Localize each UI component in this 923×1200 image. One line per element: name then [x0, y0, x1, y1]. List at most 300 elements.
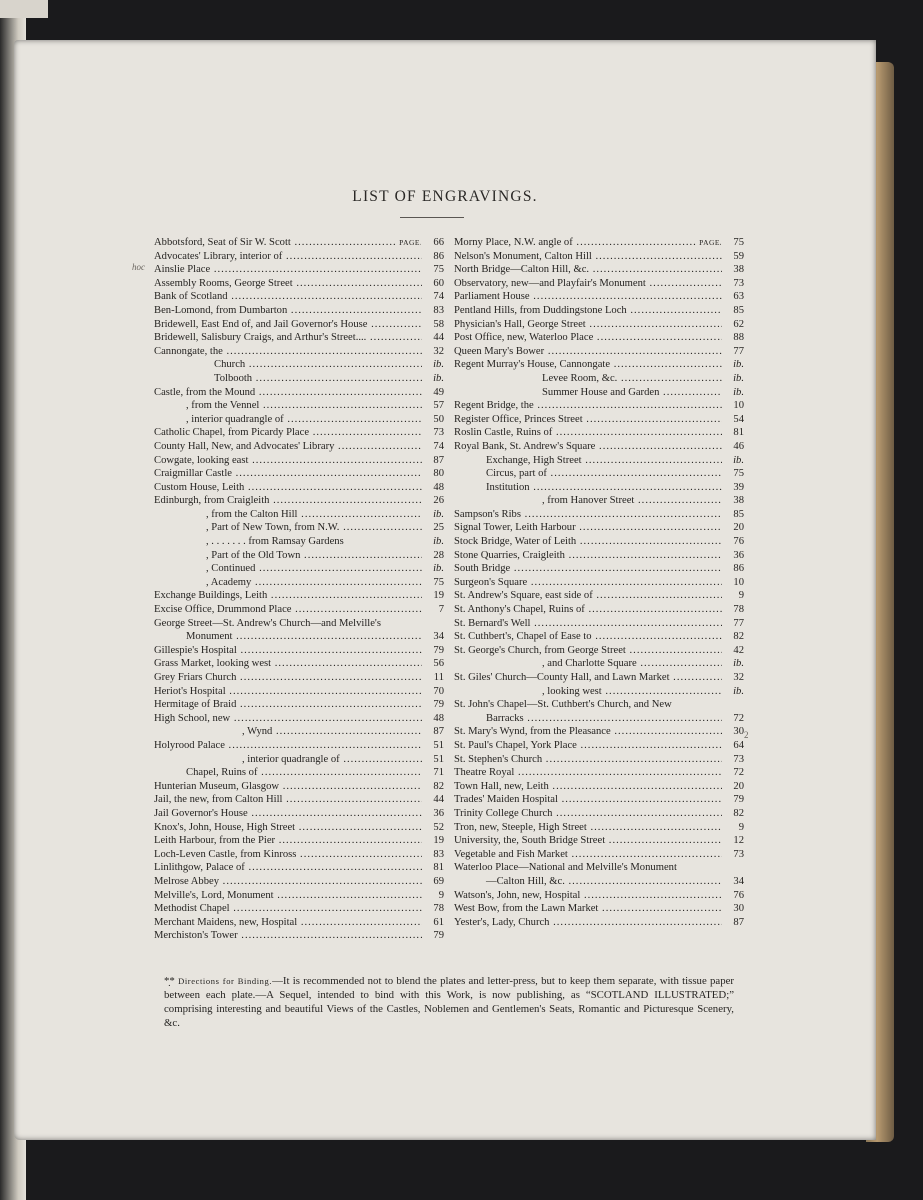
entry-page: 57: [422, 399, 444, 413]
entry-title: Bridewell, Salisbury Craigs, and Arthur's Street.... .....: [154, 331, 422, 345]
entry-row: [454, 685, 744, 699]
entry-row: [154, 481, 444, 495]
entry-page: 58: [422, 318, 444, 332]
entry-page: 10: [722, 576, 744, 590]
entry-title: Linlithgow, Palace of .....: [154, 861, 422, 875]
entry-title: , Continued .....: [154, 562, 422, 576]
entry-title: Trades' Maiden Hospital .....: [454, 793, 722, 807]
entry-row: [154, 848, 444, 862]
entry-page: 7: [422, 603, 444, 617]
entry-title: St. Mary's Wynd, from the Pleasance .....: [454, 725, 722, 739]
entry-title: University, the, South Bridge Street .....: [454, 834, 722, 848]
entry-title: St. Cuthbert's, Chapel of Ease to .....: [454, 630, 722, 644]
entry-row: [154, 250, 444, 264]
entry-page: 51: [422, 753, 444, 767]
entry-row: [154, 671, 444, 685]
entry-title: —Calton Hill, &c. .....: [454, 875, 722, 889]
entry-title: Craigmillar Castle .....: [154, 467, 422, 481]
entry-title: Gillespie's Hospital .....: [154, 644, 422, 658]
entry-row: [154, 617, 444, 631]
entry-title: Merchant Maidens, new, Hospital .....: [154, 916, 422, 930]
entry-row: [454, 250, 744, 264]
entry-title: St. Bernard's Well .....: [454, 617, 722, 631]
notes-body: —It is recommended not to blend the plates and letter-press, but to keep them separate, with tissue paper between each plate.—A Sequel, intended to bind with this Work, is now publishing, as “SCOTLAND ILLUSTRATED;” comprising interesting and beautiful Views of the Castles, Noblemen and Gentlemen's Seats, Romantic and Picturesque Scenery, &c.: [164, 975, 734, 1029]
notes-marker: *̣*: [164, 975, 179, 987]
entry-page: 61: [422, 916, 444, 930]
entry-page: 9: [422, 889, 444, 903]
entry-row: [154, 372, 444, 386]
entry-row: [454, 875, 744, 889]
entry-title: Assembly Rooms, George Street .....: [154, 277, 422, 291]
entry-row: [454, 889, 744, 903]
entry-title: , interior quadrangle of .....: [154, 753, 422, 767]
entry-title: Morny Place, N.W. angle of .....: [454, 236, 722, 250]
entry-page: 73: [722, 753, 744, 767]
entry-title: St. Stephen's Church .....: [454, 753, 722, 767]
entry-row: [454, 698, 744, 712]
entry-row: [154, 753, 444, 767]
entry-row: [454, 821, 744, 835]
entry-row: [454, 290, 744, 304]
entry-page: 59: [722, 250, 744, 264]
entry-row: [154, 712, 444, 726]
entry-row: [454, 848, 744, 862]
entry-row: [454, 521, 744, 535]
margin-mark: 2: [744, 730, 749, 740]
entry-row: [154, 290, 444, 304]
entry-row: [154, 358, 444, 372]
entry-row: [454, 630, 744, 644]
entry-title: Ben-Lomond, from Dumbarton .....: [154, 304, 422, 318]
entry-row: [454, 793, 744, 807]
entry-title: Surgeon's Square .....: [454, 576, 722, 590]
entry-page: ib.: [422, 372, 444, 386]
entry-row: [154, 875, 444, 889]
entry-row: [154, 685, 444, 699]
entry-page: 54: [722, 413, 744, 427]
entry-row: [454, 861, 744, 875]
entry-title: Church .....: [154, 358, 422, 372]
entry-row: [454, 386, 744, 400]
entry-page: 56: [422, 657, 444, 671]
entry-title: Register Office, Princes Street .....: [454, 413, 722, 427]
entry-row: [454, 372, 744, 386]
binding-directions: [164, 974, 734, 1030]
entry-page: 72: [722, 766, 744, 780]
entry-page: 87: [422, 725, 444, 739]
entry-row: [154, 807, 444, 821]
entry-title: Leith Harbour, from the Pier .....: [154, 834, 422, 848]
entry-title: County Hall, New, and Advocates' Library .....: [154, 440, 422, 454]
entry-page: 20: [722, 780, 744, 794]
entry-page: 42: [722, 644, 744, 658]
entry-row: [154, 440, 444, 454]
entry-title: , from the Calton Hill .....: [154, 508, 422, 522]
entry-page: 63: [722, 290, 744, 304]
entry-page: 50: [422, 413, 444, 427]
page-label: PAGE: [697, 236, 720, 250]
entry-title: Nelson's Monument, Calton Hill .....: [454, 250, 722, 264]
entry-row: [154, 657, 444, 671]
entry-page: 48: [422, 712, 444, 726]
entry-page: 20: [722, 521, 744, 535]
entry-title: , interior quadrangle of .....: [154, 413, 422, 427]
entry-row: [454, 467, 744, 481]
entry-row: [454, 454, 744, 468]
entry-page: 82: [722, 807, 744, 821]
entry-page: 48: [422, 481, 444, 495]
entry-row: [154, 861, 444, 875]
entry-title: Parliament House .....: [454, 290, 722, 304]
paper-tab: [0, 0, 48, 18]
entry-row: [154, 318, 444, 332]
entry-page: 86: [422, 250, 444, 264]
entry-page: 80: [422, 467, 444, 481]
entry-row: [454, 780, 744, 794]
entry-row: [454, 358, 744, 372]
entry-page: 49: [422, 386, 444, 400]
entry-row: [454, 753, 744, 767]
entry-title: Regent Murray's House, Cannongate .....: [454, 358, 722, 372]
entry-page: ib.: [722, 685, 744, 699]
entry-row: [454, 318, 744, 332]
entry-page: 73: [422, 426, 444, 440]
entry-row: [154, 263, 444, 277]
engravings-column-right: [454, 236, 744, 929]
entry-page: 52: [422, 821, 444, 835]
entry-page: 88: [722, 331, 744, 345]
entry-row: [154, 780, 444, 794]
entry-page: 36: [422, 807, 444, 821]
entry-row: [454, 549, 744, 563]
entry-page: 9: [722, 589, 744, 603]
entry-title: Cowgate, looking east .....: [154, 454, 422, 468]
entry-title: Regent Bridge, the .....: [454, 399, 722, 413]
entry-row: [454, 481, 744, 495]
entry-row: [154, 426, 444, 440]
entry-row: [154, 549, 444, 563]
entry-row: [454, 834, 744, 848]
entry-page: 75: [422, 263, 444, 277]
entry-row: [454, 589, 744, 603]
entry-page: 51: [422, 739, 444, 753]
entry-title: , Wynd .....: [154, 725, 422, 739]
entry-title: Melrose Abbey .....: [154, 875, 422, 889]
entry-page: 30: [722, 725, 744, 739]
entry-title: , from Hanover Street .....: [454, 494, 722, 508]
entry-title: Grass Market, looking west .....: [154, 657, 422, 671]
entry-page: 64: [722, 739, 744, 753]
entry-row: [154, 589, 444, 603]
entry-row: [454, 304, 744, 318]
entry-page: 78: [722, 603, 744, 617]
entry-title: St. Paul's Chapel, York Place .....: [454, 739, 722, 753]
entry-row: [454, 263, 744, 277]
entry-row: [154, 331, 444, 345]
entry-title: North Bridge—Calton Hill, &c. .....: [454, 263, 722, 277]
entry-page: 44: [422, 331, 444, 345]
entry-page: 83: [422, 848, 444, 862]
entry-title: Hunterian Museum, Glasgow .....: [154, 780, 422, 794]
entry-title: , from the Vennel .....: [154, 399, 422, 413]
entry-title: Town Hall, new, Leith .....: [454, 780, 722, 794]
entry-title: Ainslie Place .....: [154, 263, 422, 277]
entry-page: 74: [422, 290, 444, 304]
entry-row: [154, 399, 444, 413]
entry-row: [154, 644, 444, 658]
entry-page: 87: [722, 916, 744, 930]
entry-title: Abbotsford, Seat of Sir W. Scott .....: [154, 236, 422, 250]
entry-title: Yester's, Lady, Church .....: [454, 916, 722, 930]
entry-row: [154, 725, 444, 739]
entry-page: 66: [422, 236, 444, 250]
entry-title: Bridewell, East End of, and Jail Governor's House .....: [154, 318, 422, 332]
entry-page: 60: [422, 277, 444, 291]
entry-row: [154, 304, 444, 318]
entry-page: 82: [422, 780, 444, 794]
entry-title: Merchiston's Tower .....: [154, 929, 422, 943]
entry-row: [154, 834, 444, 848]
entry-title: Chapel, Ruins of .....: [154, 766, 422, 780]
entry-page: 25: [422, 521, 444, 535]
entry-row: [154, 793, 444, 807]
entry-title: Exchange Buildings, Leith .....: [154, 589, 422, 603]
entry-title: Levee Room, &c. .....: [454, 372, 722, 386]
entry-title: Stock Bridge, Water of Leith .....: [454, 535, 722, 549]
entry-title: Roslin Castle, Ruins of .....: [454, 426, 722, 440]
title-rule: [400, 217, 464, 218]
entry-title: High School, new .....: [154, 712, 422, 726]
entry-row: [454, 739, 744, 753]
entry-page: 46: [722, 440, 744, 454]
entry-title: , Academy .....: [154, 576, 422, 590]
entry-row: [454, 807, 744, 821]
entry-row: [454, 916, 744, 930]
page-title: LIST OF ENGRAVINGS.: [352, 188, 538, 205]
entry-title: Signal Tower, Leith Harbour .....: [454, 521, 722, 535]
entry-title: Barracks .....: [454, 712, 722, 726]
entry-row: [154, 454, 444, 468]
entry-row: [454, 902, 744, 916]
entry-row: [154, 535, 444, 549]
entry-row: [154, 739, 444, 753]
entry-row: [454, 345, 744, 359]
entry-page: 12: [722, 834, 744, 848]
entry-title: , looking west .....: [454, 685, 722, 699]
entry-row: [454, 766, 744, 780]
entry-row: [154, 766, 444, 780]
entry-title: Melville's, Lord, Monument .....: [154, 889, 422, 903]
entry-page: ib.: [722, 386, 744, 400]
entry-title: Queen Mary's Bower .....: [454, 345, 722, 359]
entry-page: ib.: [422, 508, 444, 522]
entry-title: , and Charlotte Square .....: [454, 657, 722, 671]
entry-page: 85: [722, 508, 744, 522]
entry-page: 69: [422, 875, 444, 889]
entry-page: 26: [422, 494, 444, 508]
entry-page: 83: [422, 304, 444, 318]
entry-page: ib.: [422, 358, 444, 372]
entry-title: Physician's Hall, George Street .....: [454, 318, 722, 332]
entry-title: South Bridge .....: [454, 562, 722, 576]
entry-title: Cannongate, the .....: [154, 345, 422, 359]
entry-title: St. Anthony's Chapel, Ruins of .....: [454, 603, 722, 617]
entry-row: [454, 440, 744, 454]
entry-title: George Street—St. Andrew's Church—and Melville's: [154, 617, 381, 629]
entry-page: 76: [722, 889, 744, 903]
entry-row: [154, 386, 444, 400]
entry-page: 77: [722, 345, 744, 359]
entry-row: [154, 494, 444, 508]
entry-row: [154, 562, 444, 576]
entry-row: [154, 603, 444, 617]
entry-page: 10: [722, 399, 744, 413]
entry-row: [154, 345, 444, 359]
entry-title: Loch-Leven Castle, from Kinross .....: [154, 848, 422, 862]
entry-title: Heriot's Hospital .....: [154, 685, 422, 699]
entry-page: 74: [422, 440, 444, 454]
entry-title: Hermitage of Braid .....: [154, 698, 422, 712]
entry-title: Edinburgh, from Craigleith .....: [154, 494, 422, 508]
entry-title: St. George's Church, from George Street .....: [454, 644, 722, 658]
entry-row: [454, 603, 744, 617]
engravings-column-left: [154, 236, 444, 943]
entry-title: Tron, new, Steeple, High Street .....: [454, 821, 722, 835]
entry-page: ib.: [722, 358, 744, 372]
entry-row: [154, 413, 444, 427]
entry-page: 9: [722, 821, 744, 835]
entry-page: ib.: [722, 454, 744, 468]
entry-row: [454, 562, 744, 576]
entry-title: Advocates' Library, interior of .....: [154, 250, 422, 264]
book-page: [14, 40, 876, 1140]
entry-page: 75: [722, 467, 744, 481]
entry-page: 79: [422, 644, 444, 658]
entry-title: Theatre Royal .....: [454, 766, 722, 780]
entry-page: 73: [722, 848, 744, 862]
entry-page: 19: [422, 834, 444, 848]
entry-title: Circus, part of .....: [454, 467, 722, 481]
entry-row: [454, 508, 744, 522]
entry-page: 11: [422, 671, 444, 685]
entry-title: Holyrood Palace .....: [154, 739, 422, 753]
entry-page: 73: [722, 277, 744, 291]
entry-page: 62: [722, 318, 744, 332]
entry-page: 34: [722, 875, 744, 889]
notes-heading: Directions for Binding.: [178, 976, 273, 986]
entry-row: [454, 671, 744, 685]
entry-page: 72: [722, 712, 744, 726]
entry-page: 70: [422, 685, 444, 699]
entry-title: Post Office, new, Waterloo Place .....: [454, 331, 722, 345]
entry-page: 39: [722, 481, 744, 495]
entry-page: 75: [722, 236, 744, 250]
entry-row: [454, 617, 744, 631]
entry-row: [154, 576, 444, 590]
entry-page: 87: [422, 454, 444, 468]
entry-row: [154, 889, 444, 903]
entry-row: [454, 644, 744, 658]
entry-row: [154, 916, 444, 930]
entry-row: [154, 902, 444, 916]
entry-page: 44: [422, 793, 444, 807]
entry-row: [454, 725, 744, 739]
entry-page: 36: [722, 549, 744, 563]
entry-row: [454, 331, 744, 345]
entry-page: ib.: [422, 535, 444, 549]
entry-page: ib.: [422, 562, 444, 576]
entry-page: 38: [722, 263, 744, 277]
entry-row: [154, 508, 444, 522]
entry-title: Jail Governor's House .....: [154, 807, 422, 821]
entry-page: 86: [722, 562, 744, 576]
entry-page: 81: [722, 426, 744, 440]
entry-row: [154, 521, 444, 535]
entry-title: Knox's, John, House, High Street .....: [154, 821, 422, 835]
entry-page: ib.: [722, 657, 744, 671]
entry-page: 78: [422, 902, 444, 916]
entry-page: 38: [722, 494, 744, 508]
entry-page: 34: [422, 630, 444, 644]
entry-title: Monument .....: [154, 630, 422, 644]
entry-page: 79: [722, 793, 744, 807]
entry-title: Watson's, John, new, Hospital .....: [454, 889, 722, 903]
entry-title: Sampson's Ribs .....: [454, 508, 722, 522]
entry-row: [154, 630, 444, 644]
entry-page: 79: [422, 929, 444, 943]
entry-row: [454, 494, 744, 508]
entry-title: Trinity College Church .....: [454, 807, 722, 821]
entry-page: 75: [422, 576, 444, 590]
entry-title: , Part of New Town, from N.W. .....: [154, 521, 422, 535]
entry-row: [154, 821, 444, 835]
entry-title: St. Giles' Church—County Hall, and Lawn Market .....: [454, 671, 722, 685]
entry-row: [454, 535, 744, 549]
entry-title: Excise Office, Drummond Place .....: [154, 603, 422, 617]
page-label: PAGE: [397, 236, 420, 250]
entry-title: Observatory, new—and Playfair's Monument .....: [454, 277, 722, 291]
entry-row: [154, 277, 444, 291]
entry-title: St. Andrew's Square, east side of .....: [454, 589, 722, 603]
entry-page: 32: [422, 345, 444, 359]
entry-title: Vegetable and Fish Market .....: [454, 848, 722, 862]
entry-page: 28: [422, 549, 444, 563]
entry-row: [454, 277, 744, 291]
entry-page: 82: [722, 630, 744, 644]
entry-title: Custom House, Leith .....: [154, 481, 422, 495]
entry-title: Stone Quarries, Craigleith .....: [454, 549, 722, 563]
entry-title: Jail, the new, from Calton Hill .....: [154, 793, 422, 807]
entry-title: Exchange, High Street .....: [454, 454, 722, 468]
entry-page: 32: [722, 671, 744, 685]
entry-title: Royal Bank, St. Andrew's Square .....: [454, 440, 722, 454]
entry-title: Methodist Chapel .....: [154, 902, 422, 916]
entry-row: [154, 236, 444, 250]
entry-title: Tolbooth .....: [154, 372, 422, 386]
entry-title: Summer House and Garden .....: [454, 386, 722, 400]
entry-title: , . . . . . . . from Ramsay Gardens: [206, 536, 344, 548]
entry-row: [454, 236, 744, 250]
entry-title: West Bow, from the Lawn Market .....: [454, 902, 722, 916]
entry-page: 81: [422, 861, 444, 875]
entry-row: [454, 712, 744, 726]
entry-page: 71: [422, 766, 444, 780]
entry-page: ib.: [722, 372, 744, 386]
entry-page: 85: [722, 304, 744, 318]
entry-title: , Part of the Old Town .....: [154, 549, 422, 563]
margin-note: hoc: [132, 262, 145, 272]
entry-title: Waterloo Place—National and Melville's Monument: [454, 862, 677, 874]
